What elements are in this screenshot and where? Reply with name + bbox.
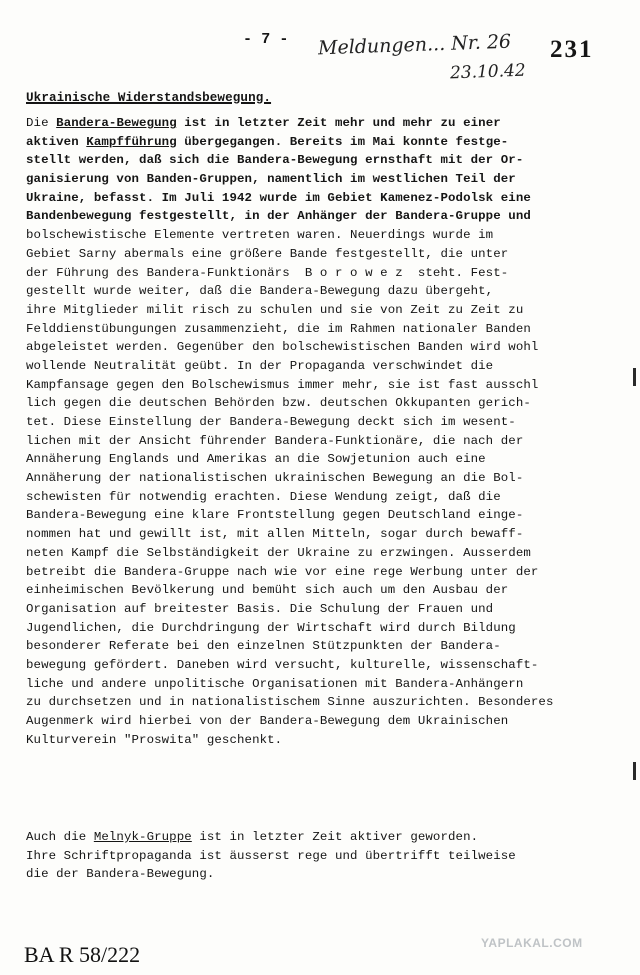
text-run: ist in letzter Zeit mehr und mehr zu einer [176,116,501,130]
text-line [26,413,616,432]
text-run: stellt werden, daß sich die Bandera-Bewegung ernsthaft mit der Or- [26,153,524,168]
text-run: ganisierung von Banden-Gruppen, namentlich im westlichen Teil der [26,172,516,187]
text-line [26,133,616,152]
text-run: nommen hat und gewillt ist, mit allen Mitteln, sogar durch bewaff- [26,527,524,542]
text-run: liche und andere unpolitische Organisationen mit Bandera-Anhängern [26,676,524,691]
text-run: abgeleistet werden. Gegenüber den bolschewistischen Banden wird wohl [26,340,539,355]
text-run: besonderer Referate bei den einzelnen Stützpunkten der Bandera- [26,639,501,654]
text-line [26,828,616,847]
text-run: betreibt die Bandera-Gruppe nach wie vor eine rege Werbung unter der [26,564,539,579]
text-line [26,189,616,208]
text-line [26,338,616,357]
text-run: Bandera-Bewegung eine klare Frontstellung gegen Deutschland einge- [26,508,524,523]
text-run: Augenmerk wird hierbei von der Bandera-Bewegung dem Ukrainischen [26,714,509,728]
text-run: Kulturverein "Proswita" geschenkt. [26,732,283,747]
text-run: Melnyk-Gruppe [93,830,192,844]
text-run: Kampfansage gegen den Bolschewismus immer mehr, sie ist fast ausschl [26,377,539,392]
text-run: Jugendlichen, die Durchdringung der Wirtschaft wird durch Bildung [26,620,516,635]
text-line [26,432,616,451]
page-number: - 7 - [243,31,289,48]
text-run: der Führung des Bandera-Funktionärs B o r o w e z steht. Fest- [26,265,509,280]
text-line [26,506,616,525]
text-line [26,581,616,600]
text-run: lich gegen die deutschen Behörden bzw. deutschen Okkupanten gerich- [26,396,531,411]
handwritten-date: 23.10.42 [449,60,527,84]
text-run: Gebiet Sarny abermals eine größere Bande festgestellt, die unter [26,246,509,261]
text-line [26,394,616,413]
text-line [26,226,616,245]
text-line [26,264,616,283]
text-run: zu durchsetzen und in nationalistischem Sinne auszurichten. Besonderes [26,695,554,710]
text-run: aktiven [26,134,87,149]
text-line [26,357,616,376]
text-run: tet. Diese Einstellung der Bandera-Bewegung deckt sich im wesent- [26,415,516,429]
margin-mark [633,368,636,386]
text-line [26,151,616,170]
text-run: Bandenbewegung festgestellt, in der Anhänger der Bandera-Gruppe und [26,209,531,224]
text-run: Bandera-Bewegung [56,116,177,130]
text-run: Die [26,116,57,130]
text-run: gestellt wurde weiter, daß die Bandera-Bewegung dazu übergeht, [26,284,494,299]
text-line [26,207,616,226]
text-line [26,637,616,656]
text-line [26,301,616,320]
text-line [26,544,616,563]
text-line [26,847,616,866]
text-run: einheimischen Bevölkerung und bemüht sich auch um den Ausbau der [26,583,509,598]
text-line [26,656,616,675]
text-run: ist in letzter Zeit aktiver geworden. [191,830,479,844]
handwritten-reference: Meldungen... Nr. 26 [317,30,512,60]
text-line [26,488,616,507]
text-run: Auch die [26,830,94,844]
document-heading: Ukrainische Widerstandsbewegung. [26,91,272,105]
text-line [26,693,616,712]
margin-mark [633,762,636,780]
text-run: bewegung gefördert. Daneben wird versucht, kulturelle, wissenschaft- [26,657,539,672]
text-line [26,563,616,582]
text-run: Ukraine, befasst. Im Juli 1942 wurde im Gebiet Kamenez-Podolsk eine [26,190,531,205]
text-line [26,619,616,638]
text-line [26,114,616,133]
text-run: wollende Neutralität geübt. In der Propaganda verschwindet die [26,358,494,373]
text-run: Felddienstübungungen zusammenzieht, die im Rahmen nationaler Banden [26,321,531,336]
text-line [26,245,616,264]
text-run: Annäherung der nationalistischen ukrainischen Bewegung an die Bol- [26,471,524,486]
text-line [26,675,616,694]
text-line [26,731,616,750]
text-run: neten Kampf die Selbständigkeit der Ukraine zu erzwingen. Ausserdem [26,545,531,560]
text-line [26,865,616,884]
text-run: Organisation auf breitester Basis. Die Schulung der Frauen und [26,601,494,616]
paragraph-melnyk [26,828,616,884]
text-line [26,450,616,469]
folio-number: 231 [550,36,594,63]
text-run: Annäherung Englands und Amerikas an die Sowjetunion auch eine [26,452,486,467]
text-line [26,469,616,488]
text-line [26,525,616,544]
site-watermark: YAPLAKAL.COM [481,936,583,950]
text-line [26,600,616,619]
text-run: ihre Mitglieder milit risch zu schulen und sie von Zeit zu Zeit zu [26,302,524,317]
text-line [26,712,616,731]
text-run: übergegangen. Bereits im Mai konnte festge- [176,134,509,149]
text-run: Kampfführung [86,134,177,149]
text-run: lichen mit der Ansicht führender Bandera-Funktionäre, die nach der [26,433,524,448]
text-line [26,320,616,339]
text-run: die der Bandera-Bewegung. [26,867,215,882]
text-run: bolschewistische Elemente vertreten waren. Neuerdings wurde im [26,228,494,243]
text-line [26,282,616,301]
paragraph-bandera [26,114,616,749]
text-run: schewisten für notwendig erachten. Diese Wendung zeigt, daß die [26,489,501,504]
text-run: Ihre Schriftpropaganda ist äusserst rege und übertrifft teilweise [26,848,516,863]
text-line [26,376,616,395]
archive-signature: BA R 58/222 [24,942,141,967]
text-line [26,170,616,189]
